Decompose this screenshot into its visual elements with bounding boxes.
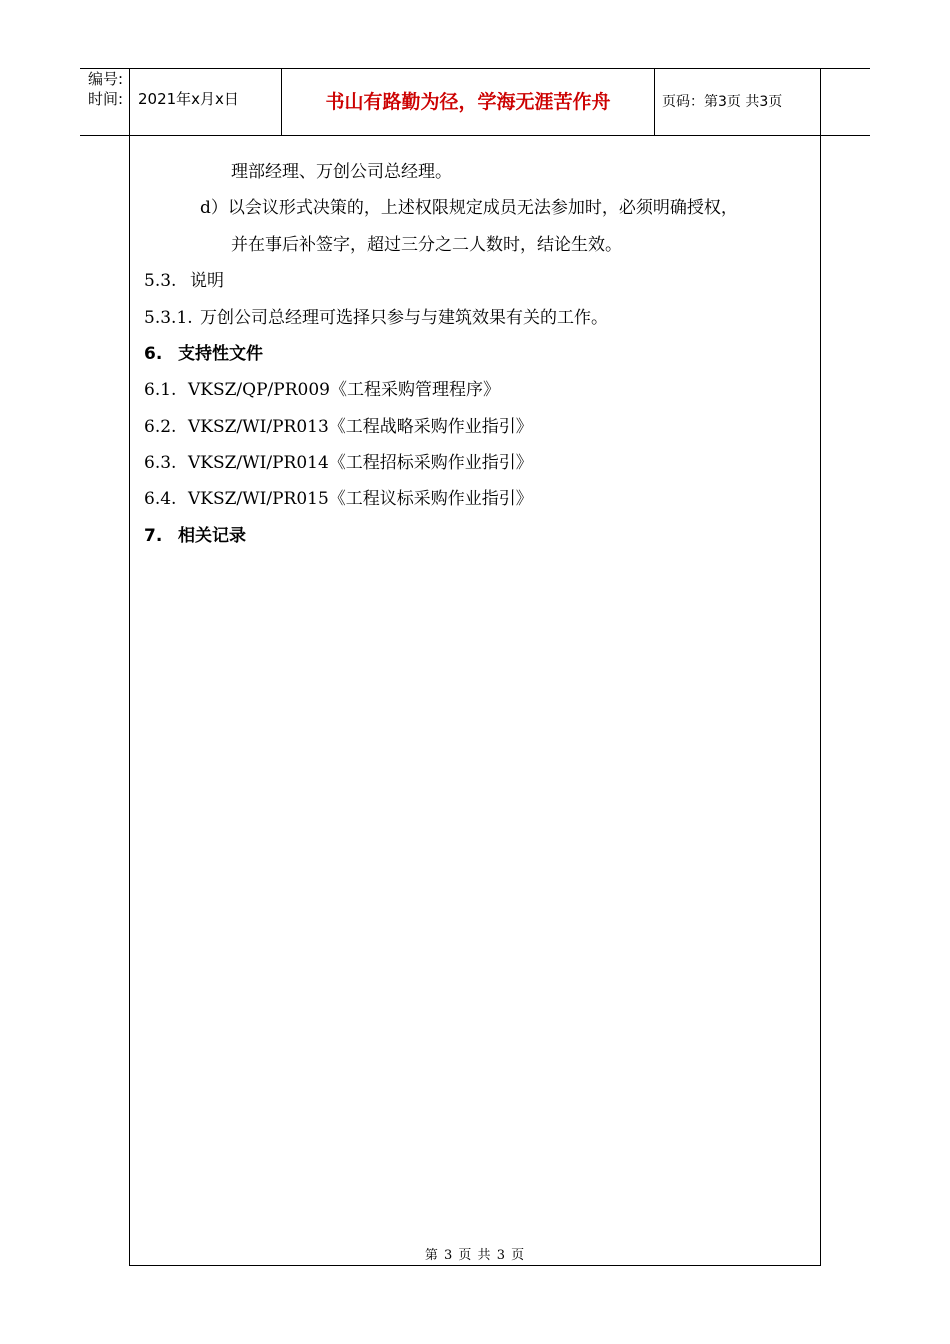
section-number: 5.3.1. (144, 308, 193, 328)
number-label: 编号: (88, 70, 124, 88)
header-divider-1 (129, 68, 130, 136)
page-footer: 第 3 页 共 3 页 (424, 1248, 526, 1263)
doc-text: VKSZ/WI/PR014《工程招标采购作业指引》 (188, 453, 533, 473)
continuation-line: 理部经理、万创公司总经理。 (231, 162, 452, 182)
item-d-line-2: 并在事后补签字，超过三分之二人数时，结论生效。 (231, 235, 622, 255)
header-divider-4 (820, 68, 821, 136)
doc-text: VKSZ/QP/PR009《工程采购管理程序》 (188, 380, 500, 400)
section-number: 5.3. (144, 271, 177, 291)
header-divider-3 (654, 68, 655, 136)
section-text: 万创公司总经理可选择只参与与建筑效果有关的工作。 (200, 308, 608, 328)
header-bottom-border (80, 135, 870, 136)
body-bottom-border (129, 1265, 821, 1266)
section-title: 支持性文件 (178, 344, 263, 364)
doc-number: 6.4. (144, 489, 177, 509)
doc-number: 6.1. (144, 380, 177, 400)
doc-text: VKSZ/WI/PR013《工程战略采购作业指引》 (188, 417, 533, 437)
section-title: 说明 (190, 271, 224, 291)
doc-number: 6.3. (144, 453, 177, 473)
body-left-border (129, 135, 130, 1266)
date-value: 2021年x月x日 (138, 90, 239, 108)
section-number: 7. (144, 526, 163, 546)
doc-item-6-4 (144, 488, 533, 510)
section-title: 相关记录 (178, 526, 246, 546)
page-info: 页码：第3页 共3页 (662, 94, 783, 110)
doc-item-6-2 (144, 416, 533, 438)
section-5-3-heading (144, 270, 224, 292)
doc-number: 6.2. (144, 417, 177, 437)
section-6-heading (144, 343, 263, 365)
section-5-3-1 (144, 307, 608, 329)
time-label: 时间: (88, 90, 124, 108)
item-d-line-1: d）以会议形式决策的，上述权限规定成员无法参加时，必须明确授权， (200, 198, 738, 218)
header-top-border (80, 68, 870, 69)
doc-item-6-1 (144, 379, 500, 401)
section-number: 6. (144, 344, 163, 364)
doc-text: VKSZ/WI/PR015《工程议标采购作业指引》 (188, 489, 533, 509)
body-right-border (820, 135, 821, 1266)
header-motto: 书山有路勤为径，学海无涯苦作舟 (325, 91, 611, 113)
doc-item-6-3 (144, 452, 533, 474)
section-7-heading (144, 525, 246, 547)
